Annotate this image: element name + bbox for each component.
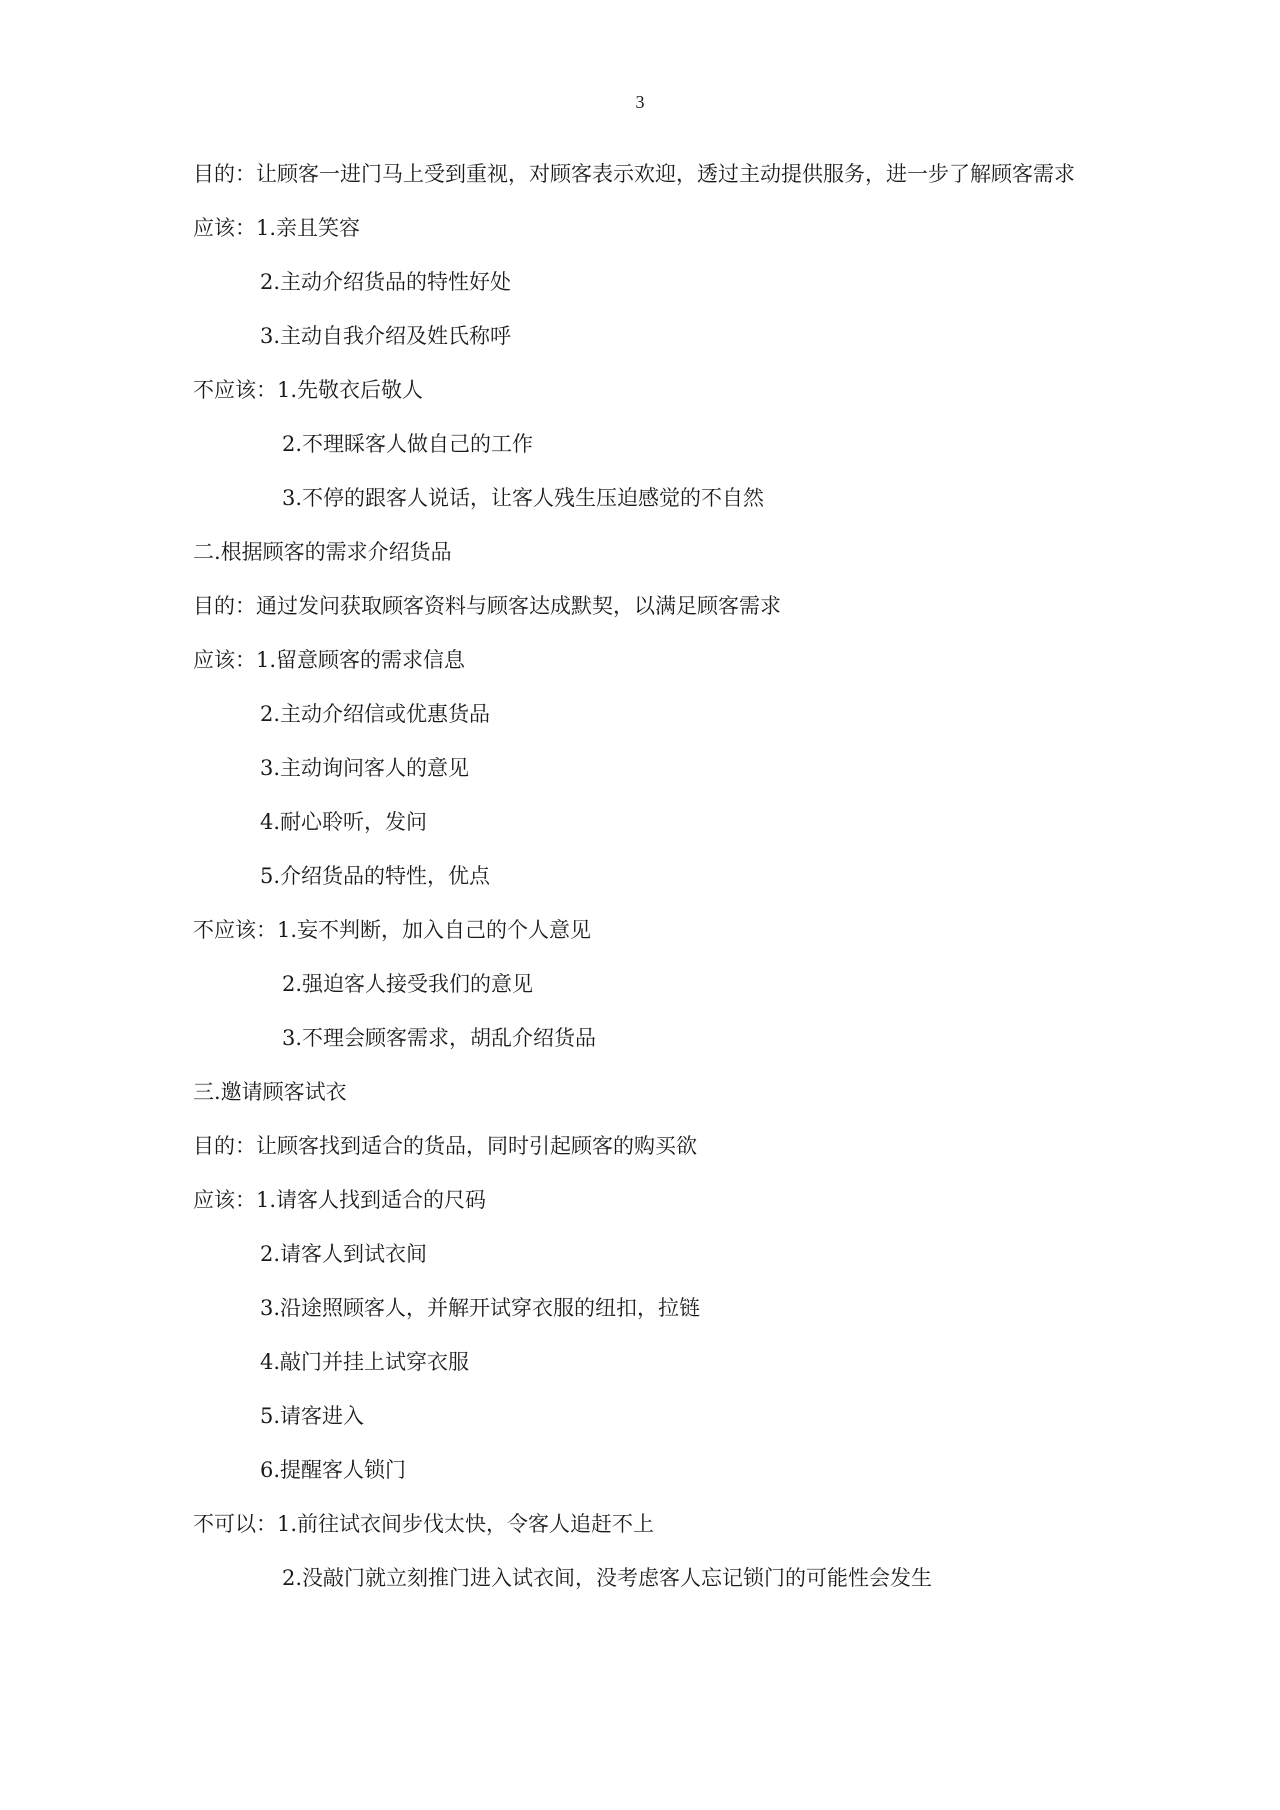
text-line: 应该：1.留意顾客的需求信息 (193, 648, 466, 672)
text-line: 2.主动介绍信或优惠货品 (260, 702, 491, 726)
text-line: 不应该：1.先敬衣后敬人 (193, 378, 424, 402)
text-line: 3.沿途照顾客人，并解开试穿衣服的纽扣，拉链 (260, 1296, 701, 1320)
text-line: 目的：通过发问获取顾客资料与顾客达成默契，以满足顾客需求 (193, 594, 781, 618)
text-line: 3.主动询问客人的意见 (260, 756, 470, 780)
document-body (193, 160, 1093, 1619)
text-line: 不可以：1.前往试衣间步伐太快，令客人追赶不上 (193, 1512, 655, 1536)
page-number: 3 (635, 92, 645, 112)
text-line: 目的：让顾客一进门马上受到重视，对顾客表示欢迎，透过主动提供服务，进一步了解顾客需求 (193, 162, 1075, 186)
text-line: 4.耐心聆听，发问 (260, 810, 428, 834)
text-line: 2.请客人到试衣间 (260, 1242, 428, 1266)
text-line: 应该：1.请客人找到适合的尺码 (193, 1188, 487, 1212)
text-line: 5.介绍货品的特性，优点 (260, 864, 491, 888)
text-line: 2.主动介绍货品的特性好处 (260, 270, 512, 294)
section-heading: 三.邀请顾客试衣 (193, 1080, 347, 1104)
text-line: 3.主动自我介绍及姓氏称呼 (260, 324, 512, 348)
text-line: 3.不理会顾客需求，胡乱介绍货品 (282, 1026, 597, 1050)
text-line: 目的：让顾客找到适合的货品，同时引起顾客的购买欲 (193, 1134, 697, 1158)
text-line: 应该：1.亲且笑容 (193, 216, 361, 240)
text-line: 6.提醒客人锁门 (260, 1458, 407, 1482)
text-line: 2.强迫客人接受我们的意见 (282, 972, 534, 996)
text-line: 2.不理睬客人做自己的工作 (282, 432, 534, 456)
text-line: 不应该：1.妄不判断，加入自己的个人意见 (193, 918, 592, 942)
text-line: 3.不停的跟客人说话，让客人残生压迫感觉的不自然 (282, 486, 765, 510)
section-heading: 二.根据顾客的需求介绍货品 (193, 540, 452, 564)
text-line: 4.敲门并挂上试穿衣服 (260, 1350, 470, 1374)
text-line: 5.请客进入 (260, 1404, 365, 1428)
text-line: 2.没敲门就立刻推门进入试衣间，没考虑客人忘记锁门的可能性会发生 (282, 1566, 933, 1590)
